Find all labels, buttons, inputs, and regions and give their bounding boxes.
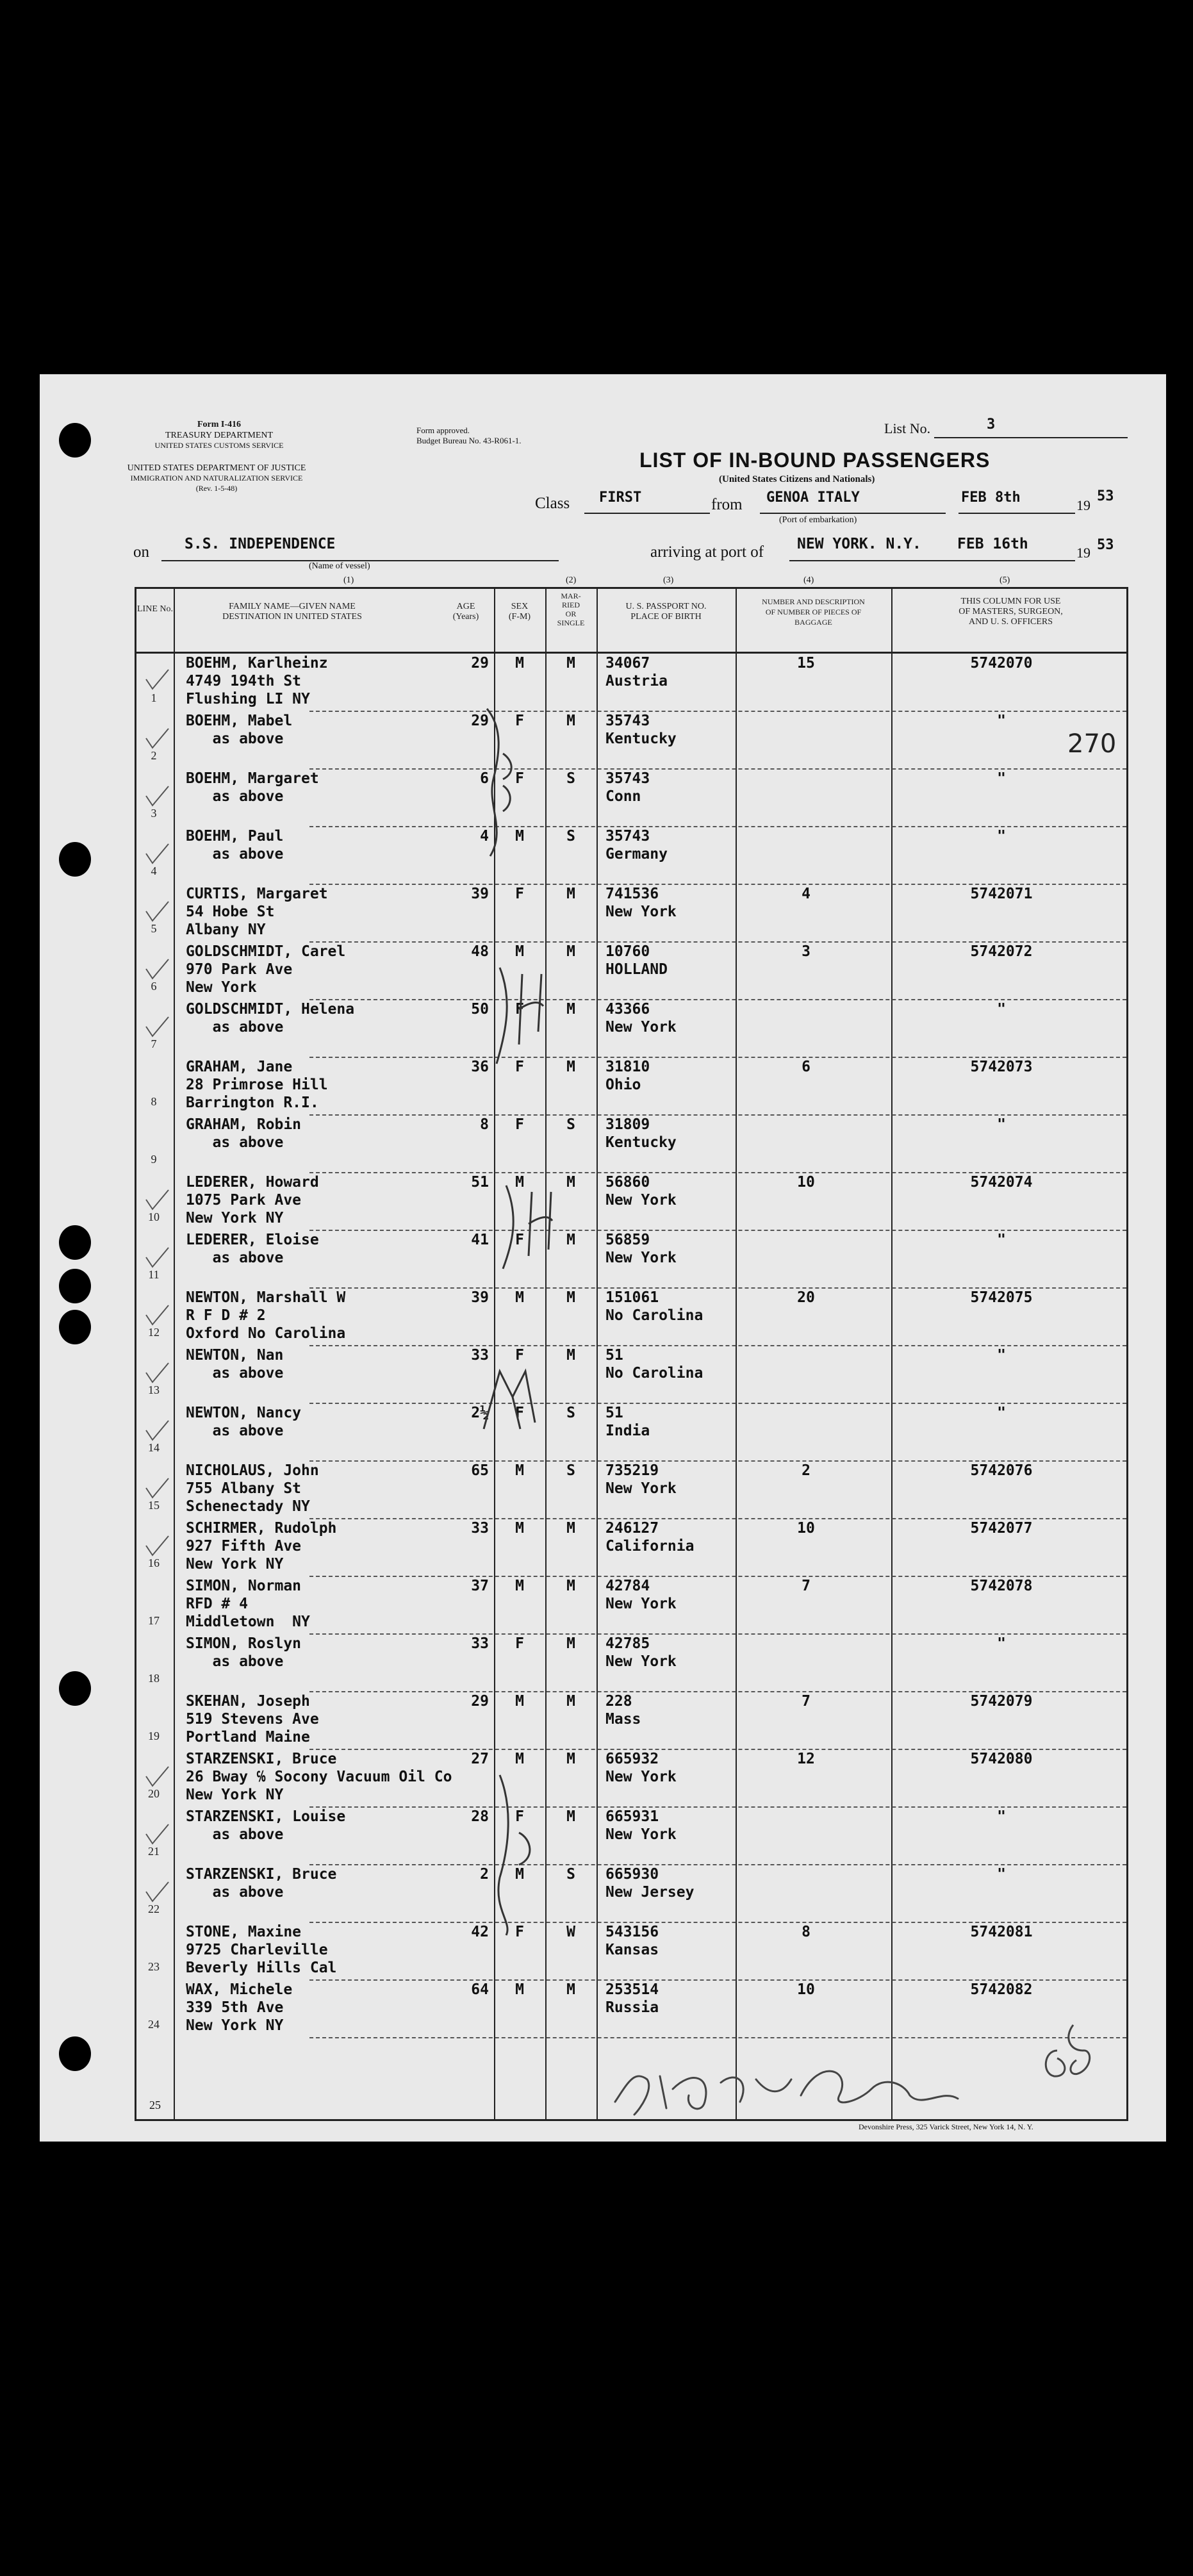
line-number: 23 [148,1960,160,1973]
table-row [136,885,1126,943]
line-number: 18 [148,1672,160,1685]
passenger-marital-status: M [566,886,575,902]
line-number: 16 [148,1556,160,1569]
line-number: 5 [151,922,157,935]
baggage-count: 20 [797,1289,815,1306]
vessel-name: S.S. INDEPENDENCE [185,536,336,552]
table-row [136,1981,1126,2038]
passenger-marital-status: M [566,655,575,672]
line-number: 3 [151,807,157,820]
table-row [136,1000,1126,1058]
line-number: 4 [151,864,157,877]
table-row [136,827,1126,885]
passenger-marital-status: M [566,1001,575,1018]
passport-birthplace: 228 Mass [605,1693,641,1728]
passenger-marital-status: M [566,1520,575,1537]
passport-birthplace: 42785 New York [605,1635,677,1670]
passenger-name-destination: SKEHAN, Joseph 519 Stevens Ave Portland Maine [186,1693,319,1746]
line-number: 13 [148,1383,160,1396]
passport-birthplace: 51 India [605,1405,650,1439]
stamped-number: 270 [1067,729,1117,759]
table-row [136,943,1126,1000]
passport-birthplace: 34067 Austria [605,655,668,689]
table-row [136,1692,1126,1750]
baggage-count: 15 [797,655,815,672]
baggage-count: 10 [797,1981,815,1998]
col-num-5: (5) [1000,575,1010,585]
from-label: from [711,496,743,513]
passenger-marital-status: M [566,1635,575,1652]
officer-number: " [997,1866,1006,1883]
passenger-age: 51 [471,1174,489,1191]
passenger-age: 29 [471,1693,489,1710]
passenger-name-destination: SIMON, Norman RFD # 4 Middletown NY [186,1578,310,1630]
passenger-marital-status: S [566,1116,575,1133]
col-head-name: FAMILY NAME—GIVEN NAME DESTINATION IN UNITED STATES [222,602,362,622]
passport-birthplace: 56860 New York [605,1174,677,1209]
officer-number: " [997,1232,1006,1248]
passenger-sex: M [515,1693,524,1710]
officer-number: 5742072 [970,943,1033,960]
passenger-sex: M [515,1174,524,1191]
binder-hole [59,1671,91,1706]
passenger-sex: F [515,886,524,902]
passenger-name-destination: BOEHM, Mabel as above [186,713,293,747]
col-head-age: AGE (Years) [452,602,479,622]
passenger-sex: F [515,1635,524,1652]
baggage-count: 7 [802,1693,810,1710]
passport-birthplace: 56859 New York [605,1232,677,1266]
vessel-caption: (Name of vessel) [309,561,370,571]
passport-birthplace: 35743 Conn [605,770,650,805]
passenger-age: 50 [471,1001,489,1018]
table-row [136,1231,1126,1289]
passport-birthplace: 253514 Russia [605,1981,659,2016]
passenger-table [135,587,1128,2121]
form-number: Form I-416 [197,420,242,429]
line-number: 19 [148,1730,160,1742]
passenger-age: 64 [471,1981,489,1998]
passenger-name-destination: NEWTON, Nancy as above [186,1405,302,1439]
passenger-marital-status: S [566,1405,575,1421]
passenger-marital-status: M [566,1289,575,1306]
officer-number: 5742082 [970,1981,1033,1998]
bracket-mark [487,961,557,1070]
line-number: 21 [148,1845,160,1858]
table-row [136,712,1126,770]
row-separator [309,2037,1126,2038]
passenger-marital-status: M [566,1981,575,1998]
arrival-port: NEW YORK. N.Y. [797,536,921,552]
bracket-mark [474,702,525,863]
officer-signature [609,2044,980,2127]
passenger-name-destination: CURTIS, Margaret 54 Hobe St Albany NY [186,886,328,938]
line-number: 2 [151,749,157,762]
passenger-marital-status: M [566,1808,575,1825]
col-num-1: (1) [343,575,354,585]
baggage-count: 2 [802,1462,810,1479]
col-num-4: (4) [803,575,814,585]
passport-birthplace: 10760 HOLLAND [605,943,668,978]
passenger-name-destination: WAX, Michele 339 5th Ave New York NY [186,1981,293,2034]
passport-birthplace: 35743 Germany [605,828,668,863]
arrival-date: FEB 16th [957,536,1028,552]
passenger-name-destination: NICHOLAUS, John 755 Albany St Schenectady NY [186,1462,319,1515]
officer-number: 5742080 [970,1751,1033,1767]
passenger-age: 2½ [471,1405,489,1421]
form-approved: Form approved. [416,425,470,435]
passenger-marital-status: M [566,1059,575,1075]
passenger-age: 39 [471,886,489,902]
line-number: 14 [148,1441,160,1454]
margin-check-marks [140,666,178,2012]
table-row [136,1173,1126,1231]
passenger-name-destination: STARZENSKI, Bruce 26 Bway ℅ Socony Vacuum Oil Co New York NY [186,1751,452,1803]
passenger-sex: F [515,1001,524,1018]
line-number: 20 [148,1787,160,1800]
passenger-marital-status: M [566,713,575,729]
officer-number: " [997,1405,1006,1421]
year-prefix-2: 19 [1076,545,1090,561]
baggage-count: 10 [797,1174,815,1191]
passport-birthplace: 42784 New York [605,1578,677,1612]
binder-hole [59,423,91,458]
binder-hole [59,1269,91,1303]
printer-imprint: Devonshire Press, 325 Varick Street, New York 14, N. Y. [859,2122,1033,2131]
passenger-name-destination: BOEHM, Margaret as above [186,770,319,805]
officer-number: " [997,828,1006,845]
arriving-label: arriving at port of [650,543,764,561]
passenger-name-destination: NEWTON, Marshall W R F D # 2 Oxford No Carolina [186,1289,346,1342]
officer-number: " [997,1347,1006,1364]
officer-number: " [997,1116,1006,1133]
binder-hole [59,1225,91,1260]
table-row [136,1808,1126,1865]
passenger-age: 33 [471,1635,489,1652]
line-number: 9 [151,1153,157,1166]
col-num-2: (2) [566,575,577,585]
handwritten-mark [1038,2012,1096,2095]
passenger-age: 36 [471,1059,489,1075]
officer-number: 5742071 [970,886,1033,902]
bracket-mark [493,1179,564,1275]
passenger-sex: F [515,1059,524,1075]
line-number: 24 [148,2018,160,2031]
passenger-sex: F [515,1116,524,1133]
officer-number: 5742079 [970,1693,1033,1710]
baggage-count: 6 [802,1059,810,1075]
passenger-name-destination: GOLDSCHMIDT, Carel 970 Park Ave New York [186,943,346,996]
passport-birthplace: 741536 New York [605,886,677,920]
passenger-sex: M [515,1751,524,1767]
passport-birthplace: 543156 Kansas [605,1924,659,1958]
passenger-age: 65 [471,1462,489,1479]
line-number: 11 [148,1268,160,1281]
passenger-age: 33 [471,1520,489,1537]
line-number: 15 [148,1499,160,1512]
passenger-sex: F [515,1347,524,1364]
table-row [136,1635,1126,1692]
officer-number: " [997,770,1006,787]
officer-number: 5742076 [970,1462,1033,1479]
col-head-line-no: LINE No. [137,604,173,614]
passenger-age: 4 [480,828,489,845]
passenger-name-destination: GRAHAM, Robin as above [186,1116,302,1151]
passport-birthplace: 665931 New York [605,1808,677,1843]
from-value: GENOA ITALY [766,490,860,506]
col-num-3: (3) [663,575,674,585]
passenger-age: 8 [480,1116,489,1133]
list-no-line [934,437,1128,438]
passenger-name-destination: STARZENSKI, Louise as above [186,1808,346,1843]
passenger-sex: F [515,1405,524,1421]
passport-birthplace: 51 No Carolina [605,1347,703,1382]
passenger-age: 2 [480,1866,489,1883]
budget-bureau: Budget Bureau No. 43-R061-1. [416,436,522,445]
officer-number: 5742081 [970,1924,1033,1940]
officer-number: " [997,1001,1006,1018]
passenger-sex: F [515,1232,524,1248]
table-row [136,1577,1126,1635]
binder-hole [59,2036,91,2071]
passenger-marital-status: S [566,828,575,845]
passenger-marital-status: M [566,1578,575,1594]
col-head-married: MAR- RIED OR SINGLE [557,591,585,627]
officer-number: 5742074 [970,1174,1033,1191]
col-head-baggage: NUMBER AND DESCRIPTION OF NUMBER OF PIECES OF BAGGAGE [762,597,865,627]
passenger-sex: F [515,1924,524,1940]
line-number: 10 [148,1210,160,1223]
table-row [136,1404,1126,1462]
passenger-name-destination: BOEHM, Karlheinz 4749 194th St Flushing LI NY [186,655,328,707]
baggage-count: 8 [802,1924,810,1940]
passenger-marital-status: S [566,770,575,787]
port-embark-caption: (Port of embarkation) [779,515,857,525]
passenger-sex: M [515,1462,524,1479]
col-head-officers: THIS COLUMN FOR USE OF MASTERS, SURGEON, AND U. S. OFFICERS [959,597,1063,627]
passenger-age: 42 [471,1924,489,1940]
year-prefix: 19 [1076,497,1090,513]
officer-number: 5742070 [970,655,1033,672]
officer-number: 5742075 [970,1289,1033,1306]
passport-birthplace: 151061 No Carolina [605,1289,703,1324]
officer-number: " [997,1808,1006,1825]
table-row [136,1346,1126,1404]
passenger-age: 37 [471,1578,489,1594]
passenger-marital-status: M [566,1232,575,1248]
passport-birthplace: 31810 Ohio [605,1059,650,1093]
bracket-mark [487,1769,545,1942]
passenger-sex: M [515,1866,524,1883]
table-row [136,1865,1126,1923]
passenger-sex: F [515,713,524,729]
passenger-sex: F [515,1808,524,1825]
passenger-marital-status: M [566,1347,575,1364]
officer-number: " [997,713,1006,729]
line-number: 8 [151,1095,157,1108]
passenger-name-destination: STARZENSKI, Bruce as above [186,1866,337,1901]
line-number: 7 [151,1037,157,1050]
passenger-marital-status: M [566,1693,575,1710]
table-row [136,1116,1126,1173]
table-row [136,1750,1126,1808]
treasury-dept: TREASURY DEPARTMENT [165,431,274,440]
binder-hole [59,1310,91,1344]
passenger-name-destination: SIMON, Roslyn as above [186,1635,302,1670]
class-label: Class [535,495,570,512]
passenger-age: 28 [471,1808,489,1825]
from-line [760,513,946,514]
line-number: 12 [148,1326,160,1339]
passenger-marital-status: S [566,1462,575,1479]
passenger-marital-status: S [566,1866,575,1883]
passport-birthplace: 665932 New York [605,1751,677,1785]
list-no-label: List No. [884,420,931,436]
table-row [136,1058,1126,1116]
passenger-name-destination: NEWTON, Nan as above [186,1347,284,1382]
table-row [136,1519,1126,1577]
passenger-age: 48 [471,943,489,960]
passport-birthplace: 35743 Kentucky [605,713,677,747]
passport-birthplace: 735219 New York [605,1462,677,1497]
binder-hole [59,2321,91,2356]
passenger-age: 33 [471,1347,489,1364]
class-value: FIRST [599,490,642,506]
passenger-sex: M [515,1981,524,1998]
passenger-marital-status: M [566,1751,575,1767]
date-line [959,513,1075,514]
passenger-sex: M [515,1578,524,1594]
passenger-name-destination: STONE, Maxine 9725 Charleville Beverly Hills Cal [186,1924,337,1976]
officer-number: 5742073 [970,1059,1033,1075]
passenger-age: 39 [471,1289,489,1306]
baggage-count: 3 [802,943,810,960]
passenger-age: 41 [471,1232,489,1248]
line-number: 22 [148,1903,160,1915]
baggage-count: 7 [802,1578,810,1594]
table-row [136,654,1126,712]
table-row [136,770,1126,827]
arrival-line [789,560,1075,561]
passenger-sex: M [515,1520,524,1537]
justice-dept: UNITED STATES DEPARTMENT OF JUSTICE [127,463,306,473]
table-row [136,1462,1126,1519]
line-number: 17 [148,1614,160,1627]
col-head-sex: SEX (F-M) [508,602,531,622]
customs-service: UNITED STATES CUSTOMS SERVICE [154,441,284,450]
page-title: LIST OF IN-BOUND PASSENGERS [639,449,991,472]
passenger-sex: M [515,943,524,960]
passenger-age: 27 [471,1751,489,1767]
binder-hole [59,842,91,877]
passenger-age: 6 [480,770,489,787]
revision: (Rev. 1-5-48) [195,484,238,493]
passenger-sex: F [515,770,524,787]
passenger-age: 29 [471,655,489,672]
passenger-name-destination: LEDERER, Eloise as above [186,1232,319,1266]
officer-number: 5742077 [970,1520,1033,1537]
ins-service: IMMIGRATION AND NATURALIZATION SERVICE [130,474,303,483]
col-head-passport: U. S. PASSPORT NO. PLACE OF BIRTH [625,602,707,622]
passenger-marital-status: M [566,943,575,960]
baggage-count: 12 [797,1751,815,1767]
depart-date: FEB 8th [961,490,1021,506]
passport-birthplace: 43366 New York [605,1001,677,1036]
passenger-age: 29 [471,713,489,729]
passport-birthplace: 665930 New Jersey [605,1866,695,1901]
page-subtitle: (United States Citizens and Nationals) [719,474,875,484]
passenger-name-destination: SCHIRMER, Rudolph 927 Fifth Ave New York NY [186,1520,337,1573]
passenger-name-destination: BOEHM, Paul as above [186,828,284,863]
list-no-value: 3 [987,417,996,433]
line-number-25: 25 [149,2099,161,2111]
officer-number: 5742078 [970,1578,1033,1594]
officer-number: " [997,1635,1006,1652]
arrival-year: 53 [1097,537,1114,553]
line-number: 6 [151,980,157,993]
passport-birthplace: 31809 Kentucky [605,1116,677,1151]
table-row [136,1289,1126,1346]
line-number: 1 [151,691,157,704]
passenger-name-destination: GRAHAM, Jane 28 Primrose Hill Barrington R.I. [186,1059,328,1111]
table-row [136,1923,1126,1981]
on-label: on [133,543,149,561]
passenger-name-destination: GOLDSCHMIDT, Helena as above [186,1001,355,1036]
passenger-marital-status: M [566,1174,575,1191]
depart-year: 53 [1097,488,1114,504]
passenger-sex: M [515,655,524,672]
passport-birthplace: 246127 California [605,1520,695,1555]
passenger-sex: M [515,828,524,845]
baggage-count: 10 [797,1520,815,1537]
class-line [584,513,710,514]
passenger-name-destination: LEDERER, Howard 1075 Park Ave New York NY [186,1174,319,1226]
baggage-count: 4 [802,886,810,902]
bracket-mark [474,1358,557,1448]
passenger-marital-status: W [566,1924,575,1940]
header-rule [136,652,1126,654]
passenger-sex: M [515,1289,524,1306]
